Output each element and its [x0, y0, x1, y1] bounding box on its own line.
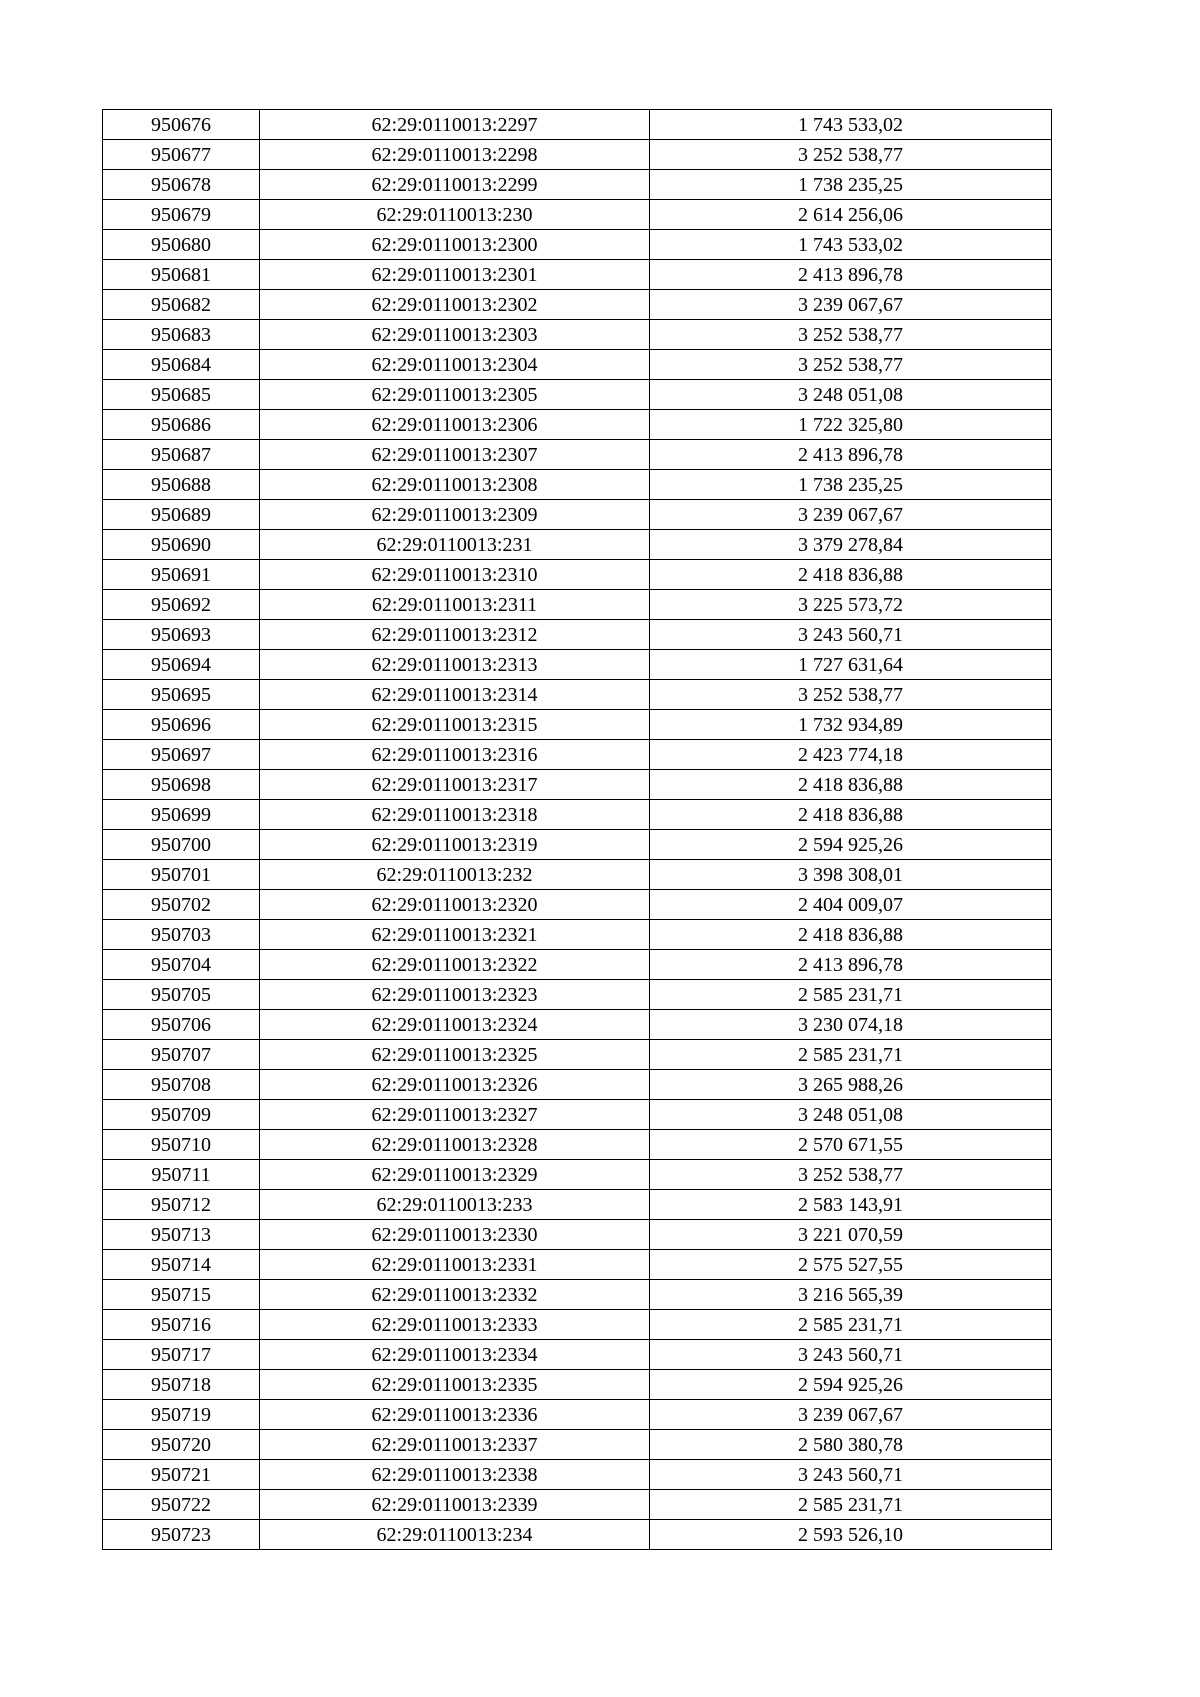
row-number-cell: 950702: [103, 890, 260, 920]
row-number-cell: 950682: [103, 290, 260, 320]
cadastral-number-cell: 62:29:0110013:2308: [260, 470, 650, 500]
cadastral-value-cell: 1 743 533,02: [650, 230, 1052, 260]
cadastral-number-cell: 62:29:0110013:2331: [260, 1250, 650, 1280]
row-number-cell: 950711: [103, 1160, 260, 1190]
cadastral-number-cell: 62:29:0110013:2329: [260, 1160, 650, 1190]
row-number-cell: 950689: [103, 500, 260, 530]
cadastral-value-cell: 2 413 896,78: [650, 950, 1052, 980]
cadastral-number-cell: 62:29:0110013:2306: [260, 410, 650, 440]
cadastral-number-cell: 62:29:0110013:2317: [260, 770, 650, 800]
cadastral-value-cell: 2 585 231,71: [650, 1490, 1052, 1520]
cadastral-value-cell: 3 239 067,67: [650, 290, 1052, 320]
table-row: [103, 860, 1052, 890]
cadastral-number-cell: 62:29:0110013:2334: [260, 1340, 650, 1370]
table-row: [103, 230, 1052, 260]
cadastral-number-cell: 62:29:0110013:2335: [260, 1370, 650, 1400]
cadastral-value-cell: 2 614 256,06: [650, 200, 1052, 230]
cadastral-number-cell: 62:29:0110013:2338: [260, 1460, 650, 1490]
table-row: [103, 1520, 1052, 1550]
cadastral-value-cell: 3 252 538,77: [650, 680, 1052, 710]
row-number-cell: 950716: [103, 1310, 260, 1340]
table-row: [103, 620, 1052, 650]
cadastral-number-cell: 62:29:0110013:2307: [260, 440, 650, 470]
row-number-cell: 950710: [103, 1130, 260, 1160]
cadastral-number-cell: 62:29:0110013:2315: [260, 710, 650, 740]
cadastral-value-cell: 2 413 896,78: [650, 440, 1052, 470]
table-row: [103, 170, 1052, 200]
table-row: [103, 1040, 1052, 1070]
cadastral-value-cell: 3 248 051,08: [650, 1100, 1052, 1130]
row-number-cell: 950686: [103, 410, 260, 440]
cadastral-number-cell: 62:29:0110013:2324: [260, 1010, 650, 1040]
cadastral-number-cell: 62:29:0110013:2320: [260, 890, 650, 920]
cadastral-number-cell: 62:29:0110013:2323: [260, 980, 650, 1010]
table-row: [103, 590, 1052, 620]
row-number-cell: 950677: [103, 140, 260, 170]
table-row: [103, 980, 1052, 1010]
cadastral-number-cell: 62:29:0110013:232: [260, 860, 650, 890]
row-number-cell: 950697: [103, 740, 260, 770]
cadastral-number-cell: 62:29:0110013:2337: [260, 1430, 650, 1460]
cadastral-value-cell: 1 727 631,64: [650, 650, 1052, 680]
cadastral-number-cell: 62:29:0110013:2312: [260, 620, 650, 650]
row-number-cell: 950721: [103, 1460, 260, 1490]
table-row: [103, 1220, 1052, 1250]
cadastral-value-cell: 2 585 231,71: [650, 1040, 1052, 1070]
row-number-cell: 950679: [103, 200, 260, 230]
table-row: [103, 1160, 1052, 1190]
row-number-cell: 950694: [103, 650, 260, 680]
cadastral-number-cell: 62:29:0110013:2321: [260, 920, 650, 950]
cadastral-value-table: [102, 109, 1052, 1550]
cadastral-number-cell: 62:29:0110013:2328: [260, 1130, 650, 1160]
table-row: [103, 1280, 1052, 1310]
cadastral-number-cell: 62:29:0110013:231: [260, 530, 650, 560]
row-number-cell: 950709: [103, 1100, 260, 1130]
cadastral-value-cell: 2 418 836,88: [650, 800, 1052, 830]
row-number-cell: 950698: [103, 770, 260, 800]
cadastral-number-cell: 62:29:0110013:2305: [260, 380, 650, 410]
cadastral-value-cell: 2 585 231,71: [650, 1310, 1052, 1340]
cadastral-number-cell: 62:29:0110013:2339: [260, 1490, 650, 1520]
row-number-cell: 950676: [103, 110, 260, 140]
table-row: [103, 1310, 1052, 1340]
table-row: [103, 800, 1052, 830]
row-number-cell: 950680: [103, 230, 260, 260]
row-number-cell: 950685: [103, 380, 260, 410]
cadastral-value-cell: 2 594 925,26: [650, 830, 1052, 860]
cadastral-number-cell: 62:29:0110013:2309: [260, 500, 650, 530]
table-row: [103, 680, 1052, 710]
cadastral-value-cell: 1 732 934,89: [650, 710, 1052, 740]
cadastral-value-cell: 1 743 533,02: [650, 110, 1052, 140]
table-row: [103, 920, 1052, 950]
table-row: [103, 1340, 1052, 1370]
cadastral-value-cell: 2 585 231,71: [650, 980, 1052, 1010]
cadastral-number-cell: 62:29:0110013:2336: [260, 1400, 650, 1430]
cadastral-number-cell: 62:29:0110013:233: [260, 1190, 650, 1220]
table-row: [103, 830, 1052, 860]
table-row: [103, 500, 1052, 530]
row-number-cell: 950722: [103, 1490, 260, 1520]
table-row: [103, 740, 1052, 770]
row-number-cell: 950714: [103, 1250, 260, 1280]
table-row: [103, 470, 1052, 500]
row-number-cell: 950707: [103, 1040, 260, 1070]
row-number-cell: 950690: [103, 530, 260, 560]
cadastral-value-cell: 3 243 560,71: [650, 1460, 1052, 1490]
row-number-cell: 950688: [103, 470, 260, 500]
row-number-cell: 950703: [103, 920, 260, 950]
cadastral-number-cell: 62:29:0110013:2319: [260, 830, 650, 860]
cadastral-number-cell: 62:29:0110013:2313: [260, 650, 650, 680]
table-row: [103, 260, 1052, 290]
table-row: [103, 440, 1052, 470]
table-row: [103, 710, 1052, 740]
table-row: [103, 1400, 1052, 1430]
table-body: [103, 110, 1052, 1550]
cadastral-number-cell: 62:29:0110013:2302: [260, 290, 650, 320]
table-row: [103, 350, 1052, 380]
cadastral-value-cell: 3 265 988,26: [650, 1070, 1052, 1100]
cadastral-number-cell: 62:29:0110013:2333: [260, 1310, 650, 1340]
table-row: [103, 1070, 1052, 1100]
row-number-cell: 950720: [103, 1430, 260, 1460]
row-number-cell: 950712: [103, 1190, 260, 1220]
table-row: [103, 560, 1052, 590]
row-number-cell: 950705: [103, 980, 260, 1010]
table-row: [103, 200, 1052, 230]
cadastral-number-cell: 62:29:0110013:2304: [260, 350, 650, 380]
cadastral-number-cell: 62:29:0110013:234: [260, 1520, 650, 1550]
cadastral-value-cell: 1 738 235,25: [650, 170, 1052, 200]
row-number-cell: 950695: [103, 680, 260, 710]
row-number-cell: 950717: [103, 1340, 260, 1370]
cadastral-value-cell: 3 239 067,67: [650, 500, 1052, 530]
cadastral-value-cell: 1 722 325,80: [650, 410, 1052, 440]
table-row: [103, 950, 1052, 980]
cadastral-number-cell: 62:29:0110013:2322: [260, 950, 650, 980]
row-number-cell: 950713: [103, 1220, 260, 1250]
cadastral-value-cell: 2 418 836,88: [650, 560, 1052, 590]
cadastral-value-cell: 2 418 836,88: [650, 770, 1052, 800]
cadastral-number-cell: 62:29:0110013:2297: [260, 110, 650, 140]
row-number-cell: 950718: [103, 1370, 260, 1400]
table-row: [103, 1130, 1052, 1160]
cadastral-value-cell: 2 594 925,26: [650, 1370, 1052, 1400]
cadastral-number-cell: 62:29:0110013:2330: [260, 1220, 650, 1250]
row-number-cell: 950684: [103, 350, 260, 380]
cadastral-value-cell: 3 243 560,71: [650, 1340, 1052, 1370]
row-number-cell: 950723: [103, 1520, 260, 1550]
cadastral-value-cell: 3 216 565,39: [650, 1280, 1052, 1310]
row-number-cell: 950692: [103, 590, 260, 620]
table-row: [103, 890, 1052, 920]
cadastral-value-cell: 3 252 538,77: [650, 1160, 1052, 1190]
cadastral-value-cell: 2 418 836,88: [650, 920, 1052, 950]
row-number-cell: 950678: [103, 170, 260, 200]
cadastral-number-cell: 62:29:0110013:2303: [260, 320, 650, 350]
row-number-cell: 950687: [103, 440, 260, 470]
table-row: [103, 410, 1052, 440]
table-row: [103, 380, 1052, 410]
cadastral-number-cell: 62:29:0110013:2314: [260, 680, 650, 710]
cadastral-value-cell: 2 423 774,18: [650, 740, 1052, 770]
cadastral-value-cell: 1 738 235,25: [650, 470, 1052, 500]
row-number-cell: 950683: [103, 320, 260, 350]
cadastral-number-cell: 62:29:0110013:2327: [260, 1100, 650, 1130]
cadastral-value-cell: 2 593 526,10: [650, 1520, 1052, 1550]
cadastral-number-cell: 62:29:0110013:2298: [260, 140, 650, 170]
cadastral-value-cell: 3 230 074,18: [650, 1010, 1052, 1040]
row-number-cell: 950696: [103, 710, 260, 740]
row-number-cell: 950708: [103, 1070, 260, 1100]
table-row: [103, 1250, 1052, 1280]
cadastral-value-cell: 2 404 009,07: [650, 890, 1052, 920]
row-number-cell: 950704: [103, 950, 260, 980]
cadastral-number-cell: 62:29:0110013:230: [260, 200, 650, 230]
row-number-cell: 950700: [103, 830, 260, 860]
table-row: [103, 530, 1052, 560]
table-row: [103, 320, 1052, 350]
cadastral-number-cell: 62:29:0110013:2310: [260, 560, 650, 590]
row-number-cell: 950706: [103, 1010, 260, 1040]
cadastral-number-cell: 62:29:0110013:2311: [260, 590, 650, 620]
cadastral-number-cell: 62:29:0110013:2325: [260, 1040, 650, 1070]
cadastral-value-cell: 3 248 051,08: [650, 380, 1052, 410]
table-row: [103, 110, 1052, 140]
cadastral-number-cell: 62:29:0110013:2318: [260, 800, 650, 830]
cadastral-value-cell: 3 225 573,72: [650, 590, 1052, 620]
row-number-cell: 950715: [103, 1280, 260, 1310]
cadastral-value-cell: 3 239 067,67: [650, 1400, 1052, 1430]
table-row: [103, 140, 1052, 170]
cadastral-value-cell: 2 413 896,78: [650, 260, 1052, 290]
cadastral-number-cell: 62:29:0110013:2332: [260, 1280, 650, 1310]
cadastral-value-cell: 2 580 380,78: [650, 1430, 1052, 1460]
row-number-cell: 950681: [103, 260, 260, 290]
cadastral-value-cell: 3 252 538,77: [650, 350, 1052, 380]
cadastral-value-cell: 2 570 671,55: [650, 1130, 1052, 1160]
table-row: [103, 290, 1052, 320]
table-row: [103, 1490, 1052, 1520]
row-number-cell: 950691: [103, 560, 260, 590]
table-row: [103, 1190, 1052, 1220]
cadastral-value-cell: 3 398 308,01: [650, 860, 1052, 890]
cadastral-number-cell: 62:29:0110013:2300: [260, 230, 650, 260]
cadastral-number-cell: 62:29:0110013:2316: [260, 740, 650, 770]
row-number-cell: 950693: [103, 620, 260, 650]
row-number-cell: 950699: [103, 800, 260, 830]
cadastral-value-cell: 2 575 527,55: [650, 1250, 1052, 1280]
table-row: [103, 1430, 1052, 1460]
table-row: [103, 650, 1052, 680]
cadastral-value-cell: 2 583 143,91: [650, 1190, 1052, 1220]
row-number-cell: 950701: [103, 860, 260, 890]
cadastral-number-cell: 62:29:0110013:2326: [260, 1070, 650, 1100]
table-row: [103, 1370, 1052, 1400]
cadastral-value-cell: 3 252 538,77: [650, 140, 1052, 170]
table-row: [103, 1100, 1052, 1130]
row-number-cell: 950719: [103, 1400, 260, 1430]
table-row: [103, 1010, 1052, 1040]
table-row: [103, 770, 1052, 800]
cadastral-number-cell: 62:29:0110013:2299: [260, 170, 650, 200]
cadastral-value-cell: 3 243 560,71: [650, 620, 1052, 650]
cadastral-value-cell: 3 221 070,59: [650, 1220, 1052, 1250]
cadastral-value-cell: 3 252 538,77: [650, 320, 1052, 350]
table-row: [103, 1460, 1052, 1490]
cadastral-number-cell: 62:29:0110013:2301: [260, 260, 650, 290]
cadastral-value-cell: 3 379 278,84: [650, 530, 1052, 560]
